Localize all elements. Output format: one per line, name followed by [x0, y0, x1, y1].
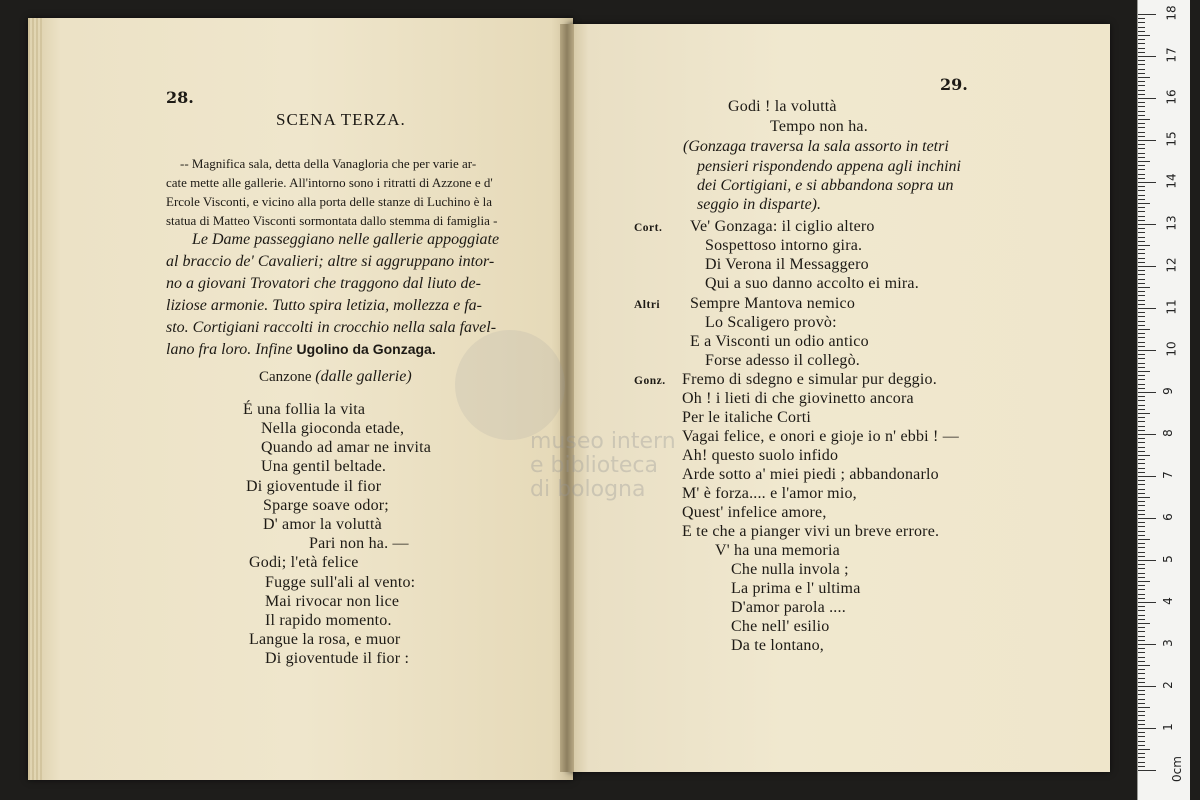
ruler-number: 4 [1160, 597, 1175, 605]
ruler-major-tick [1138, 350, 1156, 351]
ruler-minor-tick [1138, 346, 1145, 347]
ruler-minor-tick [1138, 648, 1145, 649]
ruler-number: 17 [1164, 47, 1179, 63]
ruler-minor-tick [1138, 766, 1145, 767]
opening-line: Tempo non ha. [770, 118, 868, 135]
ruler-minor-tick [1138, 589, 1145, 590]
speaker-label: Altri [634, 299, 661, 311]
ruler-minor-tick [1138, 522, 1145, 523]
ruler-minor-tick [1138, 636, 1145, 637]
speech-line: V' ha una memoria [715, 542, 840, 559]
ruler-minor-tick [1138, 312, 1145, 313]
ruler-minor-tick [1138, 279, 1145, 280]
ruler-minor-tick [1138, 619, 1145, 620]
ruler-number: 6 [1160, 513, 1175, 521]
ruler-minor-tick [1138, 505, 1145, 506]
ruler-minor-tick [1138, 186, 1145, 187]
ruler-number: 16 [1164, 89, 1179, 105]
ruler-minor-tick [1138, 577, 1145, 578]
ruler-minor-tick [1138, 598, 1145, 599]
speech-line: Ah! questo suolo infido [682, 447, 839, 464]
action-line: liziose armonie. Tutto spira letizia, mollezza e fa- [166, 297, 483, 314]
ruler-minor-tick [1138, 409, 1145, 410]
ruler-minor-tick [1138, 631, 1145, 632]
ruler-minor-tick [1138, 195, 1145, 196]
ruler-number: 13 [1164, 215, 1179, 231]
ruler-minor-tick [1138, 379, 1145, 380]
ruler-major-tick [1138, 392, 1156, 393]
speech-line: La prima e l' ultima [731, 580, 861, 597]
ruler-minor-tick [1138, 417, 1145, 418]
speech-line: Arde sotto a' miei piedi ; abbandonarlo [682, 466, 939, 483]
ruler-minor-tick [1138, 657, 1145, 658]
ruler-minor-tick [1138, 741, 1145, 742]
ruler-major-tick [1138, 434, 1156, 435]
ruler-minor-tick [1138, 342, 1145, 343]
ruler-number: 14 [1164, 173, 1179, 189]
ruler-minor-tick [1138, 27, 1145, 28]
ruler-minor-tick [1138, 552, 1145, 553]
speech-line: Sempre Mantova nemico [690, 295, 856, 312]
stage-direction-line: seggio in disparte). [697, 196, 821, 213]
speech-line: Quest' infelice amore, [682, 504, 827, 521]
ruler-minor-tick [1138, 585, 1145, 586]
opening-line: Godi ! la voluttà [728, 98, 837, 115]
ruler-minor-tick [1138, 720, 1145, 721]
ruler-minor-tick [1138, 736, 1145, 737]
verse-line: É una follia la vita [243, 401, 366, 418]
ruler-minor-tick [1138, 749, 1150, 750]
verse-line: Di gioventude il fior : [265, 650, 410, 667]
ruler-minor-tick [1138, 220, 1145, 221]
ruler-minor-tick [1138, 661, 1145, 662]
ruler-minor-tick [1138, 207, 1145, 208]
stage-direction-line: pensieri rispondendo appena agli inchini [697, 158, 961, 175]
ruler-minor-tick [1138, 694, 1145, 695]
ruler-minor-tick [1138, 232, 1145, 233]
ruler-minor-tick [1138, 291, 1145, 292]
ruler-minor-tick [1138, 161, 1150, 162]
ruler-minor-tick [1138, 484, 1145, 485]
ruler-minor-tick [1138, 127, 1145, 128]
stage-direction-line: Ercole Visconti, e vicino alla porta delle stanze di Luchino è la [166, 194, 493, 209]
ruler-number: 9 [1160, 387, 1175, 395]
ruler-minor-tick [1138, 472, 1145, 473]
verse-line: Di gioventude il fior [246, 478, 382, 495]
ruler-minor-tick [1138, 300, 1145, 301]
speech-line: D'amor parola .... [731, 599, 846, 616]
ruler-minor-tick [1138, 451, 1145, 452]
speech-line: Da te lontano, [731, 637, 824, 654]
page-number-left: 28. [166, 88, 194, 107]
canzone-label: Canzone [259, 369, 312, 385]
watermark-line: e biblioteca [530, 453, 658, 478]
ruler-major-tick [1138, 644, 1156, 645]
ruler-minor-tick [1138, 31, 1145, 32]
action-line: sto. Cortigiani raccolti in crocchio nella sala favel- [166, 319, 497, 336]
ruler-minor-tick [1138, 111, 1145, 112]
ruler-minor-tick [1138, 367, 1145, 368]
ruler-minor-tick [1138, 531, 1145, 532]
ruler-minor-tick [1138, 106, 1145, 107]
ruler-number: 7 [1160, 471, 1175, 479]
ruler-number: 5 [1160, 555, 1175, 563]
action-line: Le Dame passeggiano nelle gallerie appoggiate [192, 231, 500, 248]
ruler-number: 18 [1164, 5, 1179, 21]
ruler-minor-tick [1138, 421, 1145, 422]
ruler-major-tick [1138, 686, 1156, 687]
ruler-minor-tick [1138, 724, 1145, 725]
ruler-minor-tick [1138, 547, 1145, 548]
action-line: al braccio de' Cavalieri; altre si aggruppano intor- [166, 253, 495, 270]
ruler-minor-tick [1138, 640, 1145, 641]
verse-line: Quando ad amar ne invita [261, 439, 432, 456]
ruler-minor-tick [1138, 77, 1150, 78]
ruler-minor-tick [1138, 39, 1145, 40]
verse-line: Pari non ha. — [309, 535, 409, 552]
ruler-minor-tick [1138, 199, 1145, 200]
ruler-minor-tick [1138, 568, 1145, 569]
ruler-minor-tick [1138, 287, 1150, 288]
ruler-minor-tick [1138, 237, 1145, 238]
ruler-minor-tick [1138, 459, 1145, 460]
ruler-minor-tick [1138, 85, 1145, 86]
page-number-right: 29. [940, 75, 968, 94]
ruler-minor-tick [1138, 132, 1145, 133]
ruler-minor-tick [1138, 703, 1145, 704]
ruler-minor-tick [1138, 426, 1145, 427]
speech-line: Che nulla invola ; [731, 561, 849, 578]
ruler-major-tick [1138, 182, 1156, 183]
ruler-minor-tick [1138, 333, 1145, 334]
ruler-minor-tick [1138, 594, 1145, 595]
ruler-minor-tick [1138, 64, 1145, 65]
verse-line: Godi; l'età felice [249, 554, 359, 571]
ruler-minor-tick [1138, 321, 1145, 322]
ruler-minor-tick [1138, 178, 1145, 179]
ruler-minor-tick [1138, 203, 1150, 204]
ruler-minor-tick [1138, 211, 1145, 212]
ruler-minor-tick [1138, 753, 1145, 754]
ruler-minor-tick [1138, 615, 1145, 616]
speech-line: Qui a suo danno accolto ei mira. [705, 275, 919, 292]
verse-line: Sparge soave odor; [263, 497, 389, 514]
speaker-label: Cort. [634, 222, 663, 234]
ruler-minor-tick [1138, 501, 1145, 502]
ruler-minor-tick [1138, 325, 1145, 326]
verse-line: Langue la rosa, e muor [249, 631, 401, 648]
action-line: no a giovani Trovatori che traggono dal liuto de- [166, 275, 481, 292]
ruler-minor-tick [1138, 480, 1145, 481]
speech-line: M' è forza.... e l'amor mio, [682, 485, 857, 502]
action-line [166, 341, 436, 359]
ruler-minor-tick [1138, 581, 1150, 582]
verse-line: Fugge sull'ali al vento: [265, 574, 416, 591]
ruler-minor-tick [1138, 216, 1145, 217]
ruler-minor-tick [1138, 35, 1150, 36]
ruler-minor-tick [1138, 711, 1145, 712]
ruler-minor-tick [1138, 573, 1145, 574]
ruler-number: 0cm [1169, 756, 1184, 782]
ruler-minor-tick [1138, 384, 1145, 385]
speech-line: Vagai felice, e onori e gioje io n' ebbi ! — [682, 428, 959, 445]
ruler-minor-tick [1138, 405, 1145, 406]
verse-line: Il rapido momento. [265, 612, 392, 629]
stage-direction-line: cate mette alle gallerie. All'intorno sono i ritratti di Azzone e d' [166, 175, 493, 190]
speech-line: E a Visconti un odio antico [690, 333, 869, 350]
ruler-minor-tick [1138, 354, 1145, 355]
speech-line: Che nell' esilio [731, 618, 830, 635]
ruler-minor-tick [1138, 60, 1145, 61]
ruler-number: 12 [1164, 257, 1179, 273]
ruler-minor-tick [1138, 22, 1145, 23]
ruler-minor-tick [1138, 304, 1145, 305]
ruler-minor-tick [1138, 673, 1145, 674]
ruler-minor-tick [1138, 745, 1145, 746]
ruler-minor-tick [1138, 157, 1145, 158]
ruler-minor-tick [1138, 606, 1145, 607]
ruler-minor-tick [1138, 556, 1145, 557]
ruler-minor-tick [1138, 690, 1145, 691]
ruler-minor-tick [1138, 295, 1145, 296]
ruler-minor-tick [1138, 732, 1145, 733]
speech-line: Ve' Gonzaga: il ciglio altero [690, 218, 875, 235]
canzone-heading [259, 368, 412, 386]
ruler-minor-tick [1138, 245, 1150, 246]
ruler-minor-tick [1138, 468, 1145, 469]
ruler-minor-tick [1138, 627, 1145, 628]
speech-line: Lo Scaligero provò: [705, 314, 837, 331]
action-line-text: lano fra loro. Infine [166, 341, 293, 358]
ruler-minor-tick [1138, 144, 1145, 145]
ruler-minor-tick [1138, 249, 1145, 250]
stage-direction-line: statua di Matteo Visconti sormontata dallo stemma di famiglia - [166, 213, 498, 228]
ruler-minor-tick [1138, 715, 1145, 716]
stage-direction-line: -- Magnifica sala, detta della Vanagloria che per varie ar- [180, 156, 477, 171]
ruler-minor-tick [1138, 757, 1145, 758]
ruler-number: 2 [1160, 681, 1175, 689]
ruler-number: 1 [1160, 723, 1175, 731]
ruler-minor-tick [1138, 316, 1145, 317]
ruler-minor-tick [1138, 463, 1145, 464]
speech-line: Oh ! i lieti di che giovinetto ancora [682, 390, 914, 407]
ruler-minor-tick [1138, 442, 1145, 443]
watermark-text [530, 430, 676, 502]
ruler-minor-tick [1138, 682, 1145, 683]
ruler-minor-tick [1138, 762, 1145, 763]
ruler-minor-tick [1138, 438, 1145, 439]
ruler-minor-tick [1138, 400, 1145, 401]
ruler-minor-tick [1138, 358, 1145, 359]
ruler-minor-tick [1138, 81, 1145, 82]
ruler-minor-tick [1138, 539, 1150, 540]
verse-line: Mai rivocar non lice [265, 593, 400, 610]
ruler-minor-tick [1138, 258, 1145, 259]
ruler-number: 8 [1160, 429, 1175, 437]
ruler-major-tick [1138, 308, 1156, 309]
ruler-minor-tick [1138, 514, 1145, 515]
speech-line: Forse adesso il collegò. [705, 352, 860, 369]
speech-line: Per le italiche Corti [682, 409, 812, 426]
ruler-minor-tick [1138, 699, 1145, 700]
ruler-minor-tick [1138, 543, 1145, 544]
ruler-minor-tick [1138, 337, 1145, 338]
watermark-line: di bologna [530, 477, 646, 502]
stage-direction-line: (Gonzaga traversa la sala assorto in tetri [683, 138, 949, 155]
watermark-line: museo intern [530, 429, 676, 454]
ruler-minor-tick [1138, 623, 1150, 624]
ruler-minor-tick [1138, 610, 1145, 611]
ruler-minor-tick [1138, 253, 1145, 254]
ruler-major-tick [1138, 266, 1156, 267]
ruler-major-tick [1138, 140, 1156, 141]
ruler-minor-tick [1138, 94, 1145, 95]
ruler-minor-tick [1138, 375, 1145, 376]
ruler-major-tick [1138, 14, 1156, 15]
ruler-minor-tick [1138, 169, 1145, 170]
ruler-minor-tick [1138, 18, 1145, 19]
ruler-minor-tick [1138, 678, 1145, 679]
ruler-minor-tick [1138, 564, 1145, 565]
ruler-minor-tick [1138, 270, 1145, 271]
scene-title: SCENA TERZA. [276, 110, 406, 129]
ruler-minor-tick [1138, 493, 1145, 494]
ruler-minor-tick [1138, 48, 1145, 49]
ruler-minor-tick [1138, 52, 1145, 53]
ruler-minor-tick [1138, 274, 1145, 275]
ruler-minor-tick [1138, 119, 1150, 120]
ruler-minor-tick [1138, 455, 1150, 456]
ruler-major-tick [1138, 518, 1156, 519]
ruler-minor-tick [1138, 665, 1150, 666]
ruler-minor-tick [1138, 190, 1145, 191]
ruler-major-tick [1138, 98, 1156, 99]
verse-line: Nella gioconda etade, [261, 420, 405, 437]
canzone-note: (dalle gallerie) [315, 368, 412, 385]
ruler-minor-tick [1138, 396, 1145, 397]
ruler-major-tick [1138, 770, 1156, 771]
ruler-major-tick [1138, 224, 1156, 225]
speech-line: Sospettoso intorno gira. [705, 237, 863, 254]
verse-line: Una gentil beltade. [261, 458, 387, 475]
ruler-minor-tick [1138, 123, 1145, 124]
ruler-minor-tick [1138, 413, 1150, 414]
ruler-minor-tick [1138, 262, 1145, 263]
ruler-major-tick [1138, 476, 1156, 477]
ruler-minor-tick [1138, 510, 1145, 511]
ruler-minor-tick [1138, 69, 1145, 70]
ruler-minor-tick [1138, 363, 1145, 364]
ruler-minor-tick [1138, 526, 1145, 527]
ruler-major-tick [1138, 728, 1156, 729]
watermark-logo [455, 330, 565, 440]
ruler-minor-tick [1138, 228, 1145, 229]
ruler-minor-tick [1138, 241, 1145, 242]
speech-line: Di Verona il Messaggero [705, 256, 869, 273]
ruler-minor-tick [1138, 283, 1145, 284]
stage-direction-line: dei Cortigiani, e si abbandona sopra un [697, 177, 954, 194]
ruler-minor-tick [1138, 497, 1150, 498]
ruler-number: 10 [1164, 341, 1179, 357]
ruler-minor-tick [1138, 535, 1145, 536]
ruler-major-tick [1138, 56, 1156, 57]
ruler-minor-tick [1138, 388, 1145, 389]
ruler-minor-tick [1138, 447, 1145, 448]
character-name: Ugolino da Gonzaga. [296, 341, 436, 357]
ruler-minor-tick [1138, 43, 1145, 44]
ruler-minor-tick [1138, 174, 1145, 175]
speech-line: E te che a pianger vivi un breve errore. [682, 523, 940, 540]
ruler-minor-tick [1138, 90, 1145, 91]
ruler-number: 11 [1164, 299, 1179, 315]
ruler-minor-tick [1138, 669, 1145, 670]
ruler-minor-tick [1138, 707, 1150, 708]
ruler-major-tick [1138, 602, 1156, 603]
ruler-minor-tick [1138, 73, 1145, 74]
speech-line: Fremo di sdegno e simular pur deggio. [682, 371, 937, 388]
ruler-minor-tick [1138, 329, 1150, 330]
ruler-minor-tick [1138, 136, 1145, 137]
ruler-minor-tick [1138, 165, 1145, 166]
speaker-label: Gonz. [634, 375, 666, 387]
ruler-minor-tick [1138, 371, 1150, 372]
ruler-minor-tick [1138, 153, 1145, 154]
ruler-minor-tick [1138, 430, 1145, 431]
measuring-ruler [1137, 0, 1190, 800]
verse-line: D' amor la voluttà [263, 516, 382, 533]
ruler-minor-tick [1138, 489, 1145, 490]
ruler-number: 15 [1164, 131, 1179, 147]
ruler-minor-tick [1138, 102, 1145, 103]
ruler-minor-tick [1138, 652, 1145, 653]
ruler-minor-tick [1138, 148, 1145, 149]
ruler-major-tick [1138, 560, 1156, 561]
ruler-number: 3 [1160, 639, 1175, 647]
ruler-minor-tick [1138, 115, 1145, 116]
